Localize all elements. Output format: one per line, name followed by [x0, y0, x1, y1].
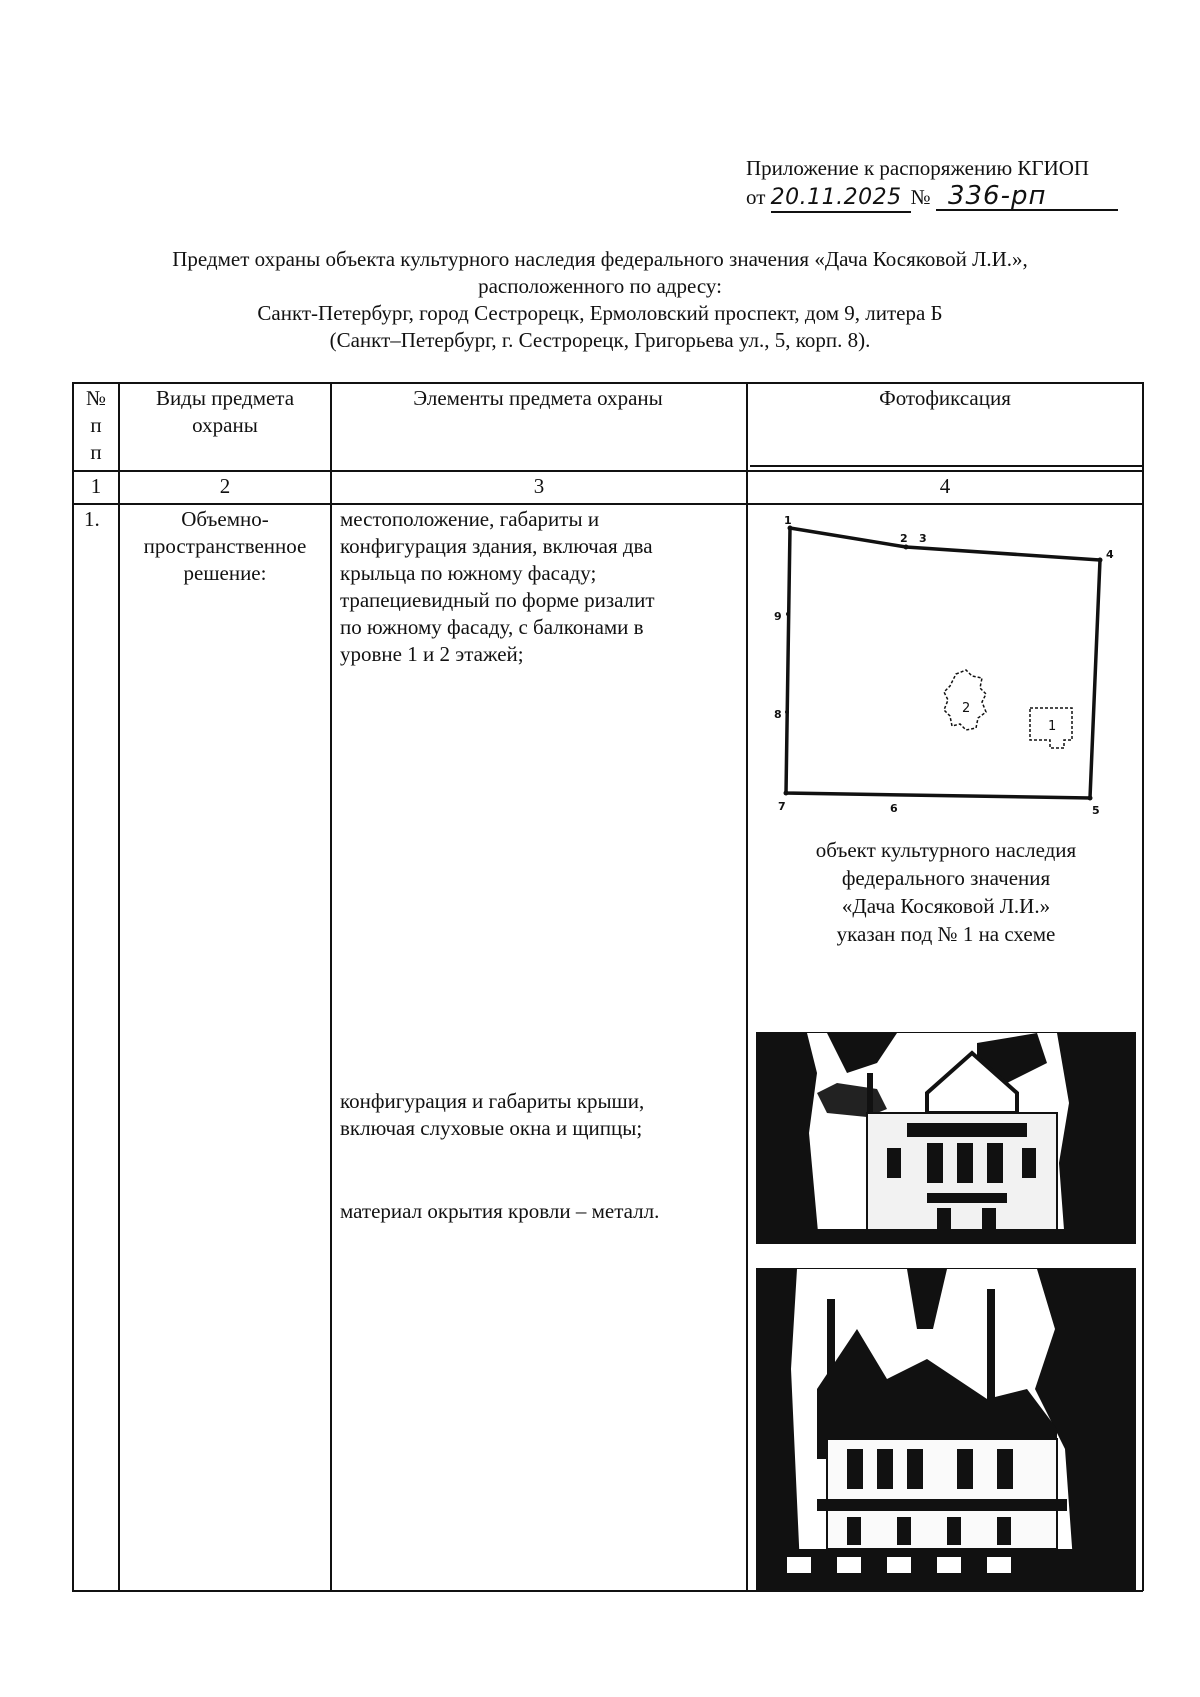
elements-block-3: материал окрытия кровли – металл.	[340, 1199, 660, 1223]
appendix-number: 336-рп	[936, 183, 1118, 211]
appendix-from-label: от	[746, 185, 766, 209]
elements-line: конфигурация и габариты крыши,	[340, 1089, 645, 1113]
caption-line-4: указан под № 1 на схеме	[836, 922, 1056, 946]
col-divider-1	[118, 382, 120, 1591]
plan-caption	[752, 836, 1140, 948]
elements-line: трапециевидный по форме ризалит	[340, 588, 655, 612]
plan-point-4: 4	[1106, 548, 1114, 561]
plan-point-9: 9	[774, 610, 782, 623]
header-kind-line-2: охраны	[192, 413, 258, 437]
header-kind-line-1: Виды предмета	[155, 386, 295, 410]
title-line-3: Санкт-Петербург, город Сестрорецк, Ермоловский проспект, дом 9, литера Б	[257, 301, 943, 325]
elements-line: включая слуховые окна и щипцы;	[340, 1116, 643, 1140]
col-divider-2	[330, 382, 332, 1591]
elements-line: крыльца по южному фасаду;	[340, 561, 597, 585]
house-general-view-photo	[756, 1268, 1136, 1590]
house-general-view-photo-image	[757, 1269, 1135, 1589]
numbering-4: 4	[939, 474, 951, 498]
elements-line: местоположение, габариты и	[340, 507, 600, 531]
row-number: 1.	[84, 507, 100, 531]
appendix-number-sign: №	[910, 185, 931, 209]
header-bottom-border	[72, 470, 1143, 472]
row-kind-line-3: решение:	[183, 561, 267, 585]
row-kind-line-2: пространственное	[143, 534, 307, 558]
header-number	[76, 385, 116, 466]
header-number-line-1: №	[85, 386, 107, 410]
elements-line: уровне 1 и 2 этажей;	[340, 642, 524, 666]
site-boundary	[786, 528, 1100, 798]
numbering-1: 1	[90, 474, 102, 498]
elements-block-2	[340, 1088, 740, 1142]
header-number-line-3: п	[90, 440, 102, 464]
header-number-line-2: п	[90, 413, 102, 437]
row-kind	[122, 506, 328, 587]
caption-line-3: «Дача Косяковой Л.И.»	[841, 894, 1051, 918]
plan-point-6: 6	[890, 802, 898, 815]
header-elements: Элементы предмета охраны	[413, 386, 663, 410]
south-facade-photo-image	[757, 1033, 1135, 1243]
row-kind-line-1: Объемно-	[181, 507, 269, 531]
header-kind	[122, 385, 328, 439]
plan-point-3: 3	[919, 532, 927, 545]
numbering-2: 2	[219, 474, 231, 498]
title-line-1: Предмет охраны объекта культурного наследия федерального значения «Дача Косяковой Л.И.»,	[172, 247, 1028, 271]
elements-line: по южному фасаду, с балконами в	[340, 615, 644, 639]
south-facade-photo	[756, 1032, 1136, 1244]
appendix-date-number	[746, 183, 1118, 213]
table-top-border	[72, 382, 1143, 384]
title-line-2: расположенного по адресу:	[478, 274, 722, 298]
building-1-label: 1	[1048, 719, 1057, 734]
header-photo: Фотофиксация	[879, 386, 1011, 410]
col-divider-4	[1142, 382, 1144, 1591]
plan-point-5: 5	[1092, 804, 1100, 817]
numbering-bottom-border	[72, 503, 1143, 505]
caption-line-2: федерального значения	[841, 866, 1051, 890]
title-line-4: (Санкт–Петербург, г. Сестрорецк, Григорьева ул., 5, корп. 8).	[329, 328, 871, 352]
appendix-date: 20.11.2025	[771, 185, 911, 213]
caption-line-1: объект культурного наследия	[815, 838, 1077, 862]
plan-point-8: 8	[774, 708, 782, 721]
building-2-label: 2	[962, 701, 971, 716]
col-divider-3	[746, 382, 748, 1591]
document-title	[60, 246, 1140, 354]
header-bottom-border-right	[750, 465, 1143, 467]
plan-point-2: 2	[900, 532, 908, 545]
col-divider-0	[72, 382, 74, 1591]
table-bottom-border	[72, 1590, 1143, 1592]
building-2-outline	[944, 670, 986, 730]
elements-block-1	[340, 506, 740, 668]
site-plan-diagram	[768, 512, 1124, 820]
plan-point-1: 1	[784, 514, 792, 527]
elements-line: конфигурация здания, включая два	[340, 534, 653, 558]
numbering-3: 3	[533, 474, 545, 498]
appendix-title: Приложение к распоряжению КГИОП	[746, 156, 1090, 180]
appendix-reference	[746, 154, 1118, 213]
boundary-points	[784, 526, 1103, 801]
plan-point-7: 7	[778, 800, 786, 813]
